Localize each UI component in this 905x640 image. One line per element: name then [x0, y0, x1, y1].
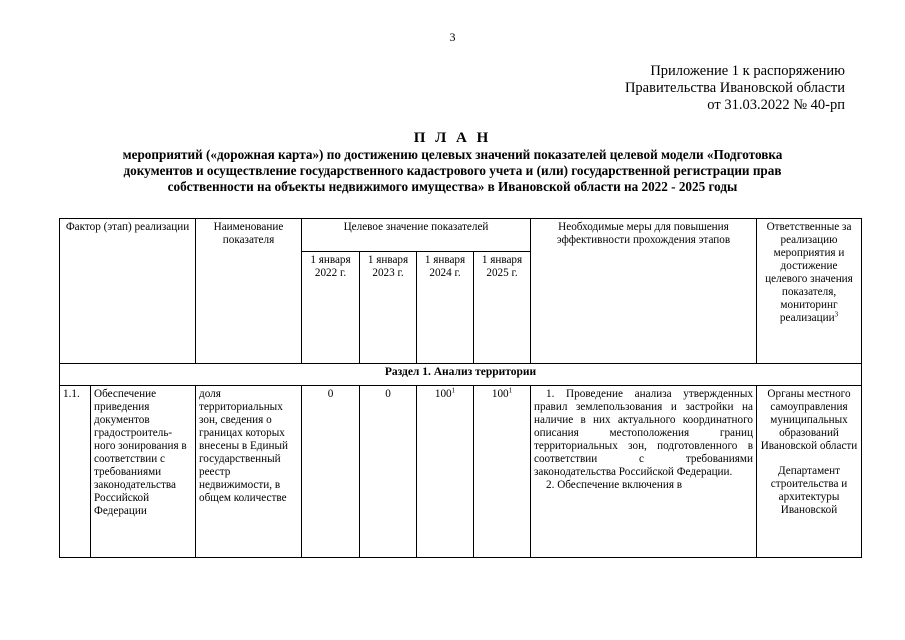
header-responsible: [757, 219, 862, 364]
header-responsible-footnote: 3: [834, 310, 839, 319]
title-line-1: мероприятий («дорожная карта») по достижению целевых значений показателей целевой модели «Подготовка: [122, 147, 783, 162]
header-factor: Фактор (этап) реализации: [60, 219, 196, 364]
row-responsible: [757, 386, 862, 558]
header-year-2025: 1 января 2025 г.: [474, 252, 531, 364]
header-target: Целевое значение показателей: [302, 219, 531, 252]
row-value-2022: [302, 386, 360, 558]
row-value-2024: [417, 386, 474, 558]
header-year-2022: 1 января 2022 г.: [302, 252, 360, 364]
row-value-2025-footnote: 1: [508, 386, 513, 395]
row-value-2023: [360, 386, 417, 558]
appendix-note: [625, 63, 845, 114]
title-line-3: собственности на объекты недвижимого имущества» в Ивановской области на 2022 - 2025 годы: [167, 179, 738, 194]
plan-table: [59, 218, 862, 558]
table-row: [60, 386, 862, 558]
title-line-2: документов и осуществление государственного кадастрового учета и (или) государственной регистрации прав: [123, 163, 782, 178]
title-plan: П Л А Н: [413, 130, 492, 146]
document-title: [60, 129, 845, 195]
row-number: 1.1.: [60, 386, 91, 558]
page-number: 3: [449, 30, 456, 44]
header-year-2023: 1 января 2023 г.: [360, 252, 417, 364]
appendix-line-1: Приложение 1 к распоряжению: [650, 63, 845, 79]
header-measures: Необходимые меры для повышения эффективности прохождения этапов: [531, 219, 757, 364]
row-responsible-1: Органы местного самоуправления муниципальных образований Ивановской области: [760, 388, 858, 452]
appendix-line-2: Правительства Ивановской области: [624, 80, 845, 96]
header-row-1: [60, 219, 862, 252]
row-value-2024-footnote: 1: [451, 386, 456, 395]
row-measure-1: 1. Проведение анализа утвержденных правил землепользования и застройки на наличие в них актуального координатного описания местоположения границ территориальных зон, подготовленного в соответствии с требованиями законодательства Российской Федерации.: [534, 388, 753, 478]
row-value-2024-text: 100: [434, 388, 452, 400]
row-value-2022-text: 0: [327, 388, 334, 400]
row-value-2025: [474, 386, 531, 558]
row-value-2023-text: 0: [385, 388, 391, 400]
header-responsible-text: Ответственные за реализацию мероприятия и достижение целевого значения показателя, мониторинг реализации: [765, 221, 853, 324]
row-responsible-2: Департамент строительства и архитектуры Ивановской: [770, 465, 848, 516]
row-factor: Обеспечение приведения документов градостроитель-ного зонирования в соответствии с требованиями законодательства Российской Федерации: [91, 386, 196, 558]
section-row: [60, 364, 862, 386]
row-indicator: доля территориальных зон, сведения о границах которых внесены в Единый государственный реестр недвижимости, в общем количестве: [196, 386, 302, 558]
row-measures: [531, 386, 757, 558]
section-title: Раздел 1. Анализ территории: [60, 364, 862, 386]
row-value-2025-text: 100: [491, 388, 509, 400]
header-indicator: Наименование показателя: [196, 219, 302, 364]
row-measure-2: 2. Обеспечение включения в: [546, 479, 683, 491]
header-year-2024: 1 января 2024 г.: [417, 252, 474, 364]
appendix-line-3: от 31.03.2022 № 40-рп: [707, 97, 845, 113]
